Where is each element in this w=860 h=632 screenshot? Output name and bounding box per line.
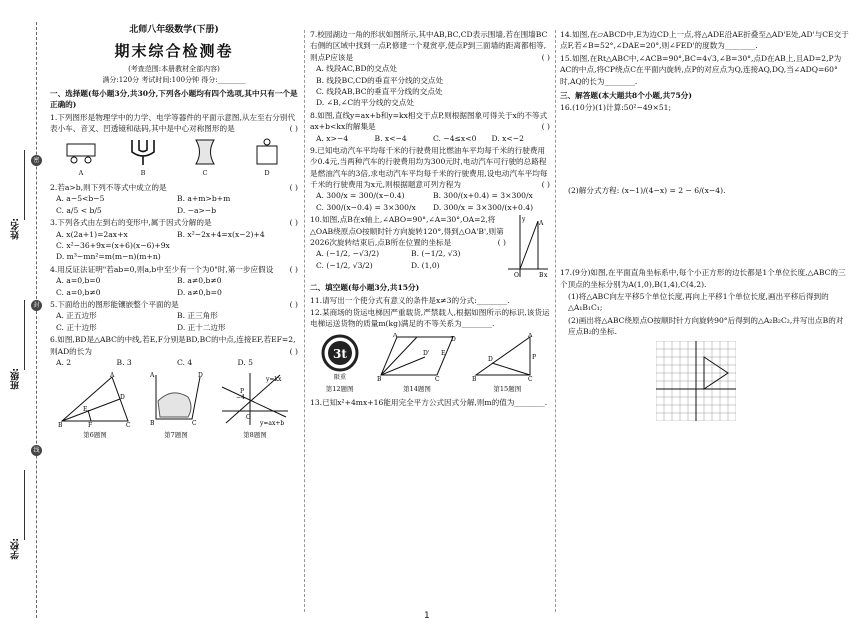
svg-text:B: B [539,272,544,280]
figure-q12: 3t 限重 第12题图 [318,333,362,395]
svg-text:E: E [440,349,446,357]
svg-text:B: B [150,420,155,428]
question-8: 8.如图,直线y=ax+b和y=kx相交于点P,则根据图象可得关于x的不等式ax+b<kx的解集是 ( ) [310,110,550,132]
svg-text:D: D [120,394,125,402]
question-17-part2: (2)画出将△ABC绕原点O按顺时针方向旋转90°后得到的△A₂B₂C₂,并写出点B的对应点B₂的坐标. [568,315,844,337]
q5-options [50,310,298,333]
question-16: 16.(10分)(1)计算:50²−49×51; [560,103,672,113]
section-answer: 三、解答题(本大题共8个小题,共75分) [560,90,692,100]
svg-text:C: C [528,375,533,381]
figure-q10 [506,213,550,279]
svg-text:D: D [198,372,203,380]
svg-text:C: C [126,422,131,428]
figure-q6: B F C A D E 第6题图 [58,372,131,440]
answer-paren[interactable]: ( ) [289,124,298,134]
q9-options [310,190,550,213]
column-1 [50,24,298,444]
svg-text:B: B [472,375,477,381]
question-7: 7.校园湖边一角的形状如图所示,其中AB,BC,CD表示围墙,若在围墙BC右侧的区域中找到一点P,修建一个观赏亭,使点P到三面墙的距离都相等,则点P应该是 ( ) [310,30,550,62]
svg-text:A: A [110,372,115,380]
figure-q8: y=kx y=ax+b −4 O P 第8题图 [220,371,290,441]
question-5: 5.下面给出的图形能镶嵌整个平面的是 ( ) [50,299,298,309]
q1-figures [50,138,298,180]
option-a[interactable]: A. 300/x = 300/(x−0.4) [316,191,405,201]
q12-15-figures [310,333,550,395]
column-divider [304,30,305,612]
series-title: 北师八年级数学(下册) [129,25,219,35]
tuning-fork-figure: B [126,138,160,180]
page-number: 1 [424,611,430,621]
q3-options [50,229,298,263]
option-b[interactable]: B. x<−4 [374,133,407,143]
question-17-part1: (1)将△ABC向左平移5个单位长度,再向上平移1个单位长度,画出平移后得到的△A₁B₁C₁; [568,291,829,313]
question-6: 6.如图,BD是△ABC的中线,若E,F分别是BD,BC的中点,连接EF,若EF=2,则AD的长为 ( ) [50,335,298,356]
school-field[interactable]: 学校: [6,470,30,560]
option-d[interactable]: D. 正十二边形 [177,322,226,332]
answer-space[interactable] [560,114,850,184]
option-b[interactable]: B. 正三角形 [177,311,218,321]
question-14: 14.如图,在▱ABCD中,E为边CD上一点,将△ADE沿AE折叠至△AD'E处,AD'与CE交于点F,若∠B=52°,∠DAE=20°,则∠FED'的度数为________. [560,30,849,51]
option-d[interactable]: D. −a>−b [177,205,217,215]
q6-8-figures [50,371,298,441]
option-c[interactable]: C. x²−36+9x=(x+6)(x−6)+9x [56,241,170,251]
svg-text:x: x [544,272,548,280]
question-10-block [310,213,550,279]
q7-options [310,63,550,109]
option-c[interactable]: C. −4≤x<0 [433,133,477,143]
option-b[interactable]: B. x²−2x+4=x(x−2)+4 [177,229,265,239]
option-d[interactable]: D. a≠0,b=0 [177,287,222,297]
svg-text:P: P [532,353,537,361]
option-c[interactable]: C. a/5 < b/5 [56,205,102,215]
option-a[interactable]: A. a−5<b−5 [56,194,105,204]
cart-figure: A [64,138,98,180]
question-12: 12.某商场的货运电梯因严重载货,严禁载人,根据如图所示的标识,该货运电梯运送货物的质量m(kg)满足的不等关系为________. [310,308,550,329]
option-d[interactable]: D. 5 [237,357,253,367]
q10-options [310,248,506,271]
svg-text:A: A [539,220,544,228]
svg-text:B: B [58,422,63,428]
option-b[interactable]: B. 线段BC,CD的垂直平分线的交点处 [316,75,444,85]
svg-text:D: D [450,335,456,343]
q8-options [310,133,550,144]
figure-q7: A B C D 第7题图 [150,372,203,440]
svg-text:E: E [83,406,88,414]
option-a[interactable]: A. 2 [56,357,72,367]
svg-text:B: B [376,375,382,381]
option-a[interactable]: A. (−1/2, −√3/2) [316,249,380,259]
option-d[interactable]: D. x<−2 [491,133,524,143]
option-c[interactable]: C. a=0,b≠0 [56,287,101,297]
question-10: 10.如图,点B在x轴上,∠ABO=90°,∠A=30°,OA=2,将△OAB绕原点O按顺时针方向旋转120°,得到△OA'B',则第2026次旋转结束后,点B所在位置的坐标是 ( ) [310,215,506,248]
seal-dot-2: 封 [31,300,42,311]
answer-space[interactable] [560,196,850,266]
option-d[interactable]: D. (1,0) [411,260,440,270]
q4-options [50,275,298,298]
svg-text:y=ax+b: y=ax+b [260,420,285,428]
option-c[interactable]: C. (−1/2, √3/2) [316,260,373,270]
svg-text:y: y [522,216,526,224]
option-c[interactable]: C. 300/(x−0.4) = 3×300/x [316,202,416,212]
question-15: 15.如图,在Rt△ABC中,∠ACB=90°,BC=4√3,∠B=30°,点D在AB上,且AD=2,P为AC的中点,将CP绕点C在平面内旋转,点P的对应点为Q,连接AQ,DQ,当∠ADQ=60°时,AQ的长为________. [560,53,842,86]
name-field[interactable]: 姓名: [6,150,30,240]
q6-options [50,357,298,368]
option-b[interactable]: B. a≠0,b≠0 [177,276,222,286]
option-a[interactable]: A. a=0,b=0 [56,276,101,286]
exam-scope: (考查范围:本册教材全部内容) [128,65,220,73]
seal-dot-3: 线 [31,445,42,456]
section-choice: 一、选择题(每小题3分,共30分,下列各小题均有四个选项,其中只有一个是正确的) [50,89,298,110]
svg-text:−4: −4 [236,394,245,402]
weight-figure: D [250,138,284,180]
svg-text:C: C [434,375,440,381]
option-a[interactable]: A. 线段AC,BD的交点处 [316,64,397,74]
exam-meta: 满分:120分 考试时间:100分钟 得分:________ [102,75,246,84]
load-limit-sign-text: 3t [332,346,347,361]
figure-q14: B C A D D' E 第14题图 [376,332,456,393]
option-b[interactable]: B. (−1/2, √3) [411,249,461,259]
option-b[interactable]: B. a+m>b+m [177,194,231,204]
option-a[interactable]: A. x(2a+1)=2ax+x [56,229,128,239]
option-c[interactable]: C. 4 [177,357,193,367]
q2-options [50,193,298,216]
option-a[interactable]: A. 正五边形 [56,311,97,321]
column-divider [555,30,556,612]
option-c[interactable]: C. 线段AB,BC的垂直平分线的交点处 [316,86,443,96]
section-fill: 二、填空题(每小题3分,共15分) [310,283,420,293]
option-d[interactable]: D. m³−mn²=m(m−n)(m+n) [56,252,161,262]
option-d[interactable]: D. ∠B,∠C的平分线的交点处 [316,98,414,108]
question-17: 17.(9分)如图,在平面直角坐标系中,每个小正方形的边长都是1个单位长度,△ABC的三个顶点的坐标分别为A(1,0),B(1,4),C(4,2). [560,268,846,289]
svg-text:C: C [192,420,197,428]
svg-text:F: F [88,422,93,428]
svg-text:P: P [240,388,245,396]
svg-text:限重: 限重 [333,373,346,381]
class-field[interactable]: 班级: [6,300,30,390]
question-9: 9.已知电动汽车平均每千米的行驶费用比燃油车平均每千米的行驶费用少0.4元,当两种汽车的行驶费用均为300元时,电动汽车可行驶的总路程是燃油汽车的3倍,求电动汽车平均每千米的行驶费用,设电动汽车平均每千米的行驶费用为x元,则根据题意可列方程为 ( ) [310,145,550,190]
option-d[interactable]: D. 300/x = 3×300/(x+0.4) [433,202,534,212]
question-16-part2: (2)解分式方程: (x−1)/(4−x) = 2 − 6/(x−4). [568,185,726,195]
question-1: 1.下列图形是物理学中的力学、电学等器件的平面示意图,从左至右分别代表小车、音叉、凹透镜和砝码,其中是中心对称图形的是 ( ) [50,112,298,134]
column-2 [310,28,550,409]
option-b[interactable]: B. 300/(x+0.4) = 3×300/x [433,191,533,201]
svg-text:y=kx: y=kx [266,376,282,384]
column-3 [560,28,850,425]
question-11: 11.请写出一个使分式有意义的条件是x≠3的分式:________. [310,295,510,305]
question-3: 3.下列各式由左到右的变形中,属于因式分解的是 ( ) [50,218,298,228]
svg-text:O: O [246,414,251,422]
question-4: 4.用反证法证明"若ab=0,则a,b中至少有一个为0"时,第一步应假设 ( ) [50,264,298,274]
svg-text:A: A [392,332,398,339]
svg-text:D: D [488,355,494,363]
option-c[interactable]: C. 正十边形 [56,322,97,332]
figure-q15: B C A P D 第15题图 [472,332,537,393]
figure-q17 [560,341,850,424]
concave-lens-figure: C [188,138,222,180]
svg-text:D': D' [422,349,430,357]
option-b[interactable]: B. 3 [116,357,132,367]
question-2: 2.若a>b,则下列不等式中成立的是 ( ) [50,183,298,193]
svg-text:O: O [514,272,519,280]
seal-line [36,22,37,618]
option-a[interactable]: A. x>−4 [316,133,349,143]
question-13: 13.已知x²+4mx+16能用完全平方公式因式分解,则m的值为________. [310,398,548,408]
binding-margin [0,0,46,632]
seal-dot-1: 密 [31,155,42,166]
exam-title: 期末综合检测卷 [114,41,234,60]
svg-text:A: A [150,372,155,380]
svg-text:A: A [528,332,533,339]
